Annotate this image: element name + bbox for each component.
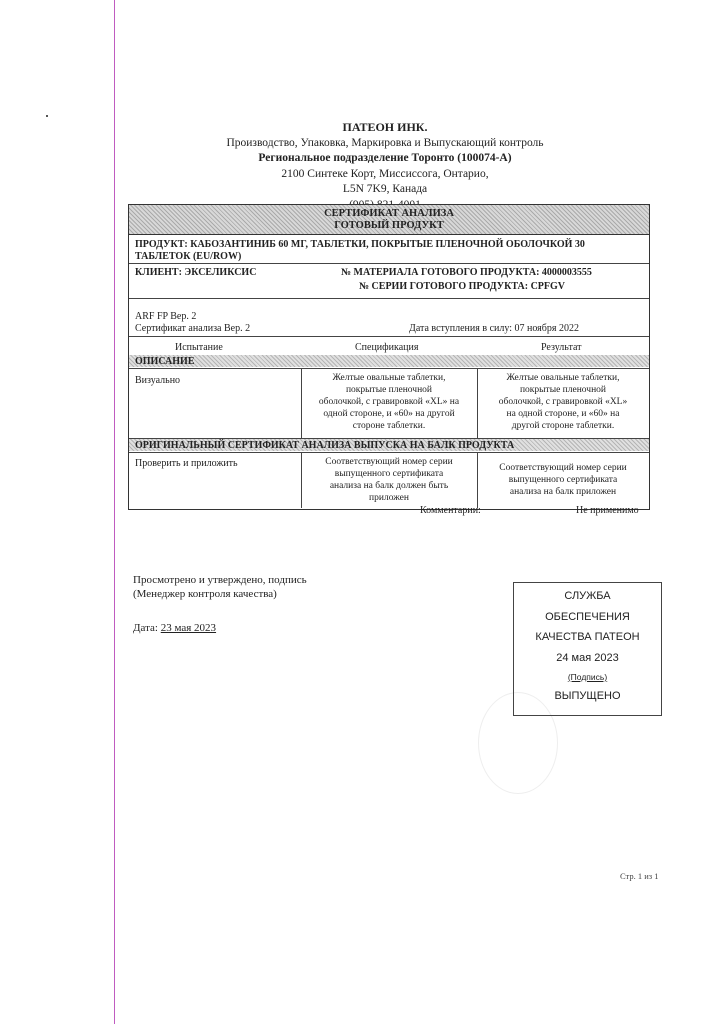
spec-line: Желтые овальные таблетки,: [332, 373, 446, 383]
column-header-spec: Спецификация: [355, 342, 419, 353]
client-label: КЛИЕНТ: ЭКСЕЛИКСИС: [135, 267, 257, 278]
letterhead: [170, 120, 600, 213]
signoff-date: [133, 622, 216, 634]
certificate-title-line-2: ГОТОВЫЙ ПРОДУКТ: [334, 220, 444, 231]
comments-value: Не применимо: [576, 505, 639, 516]
signoff-block: [133, 573, 307, 601]
section-bar: [129, 355, 649, 367]
arf-version: ARF FP Вер. 2: [135, 311, 197, 322]
row1-specification: [305, 372, 473, 432]
address-line-2: L5N 7K9, Канада: [342, 183, 428, 195]
product-line-2: ТАБЛЕТОК (EU/ROW): [135, 251, 242, 262]
spec-line: покрытые пленочной: [345, 385, 433, 395]
result-line: Желтые овальные таблетки,: [506, 373, 620, 383]
row2-test: Проверить и приложить: [135, 458, 238, 469]
margin-line: [114, 0, 115, 1024]
divider: [129, 263, 649, 264]
stamp-line-2: ОБЕСПЕЧЕНИЯ: [545, 610, 630, 623]
address-line-1: 2100 Синтеке Корт, Миссиссога, Онтарио,: [281, 167, 489, 180]
result-line: анализа на балк приложен: [509, 487, 617, 497]
row2-result: [481, 462, 645, 498]
services-line: Производство, Упаковка, Маркировка и Выпускающий контроль: [226, 136, 544, 149]
result-line: на одной стороне, и «60» на: [506, 409, 620, 419]
effective-date: Дата вступления в силу: 07 ноября 2022: [409, 323, 579, 334]
row1-result: [481, 372, 645, 432]
column-divider: [301, 452, 302, 508]
company-name: ПАТЕОН ИНК.: [342, 120, 428, 134]
stamp-date: 24 мая 2023: [556, 651, 619, 664]
date-value: 23 мая 2023: [160, 622, 217, 634]
spec-line: Соответствующий номер серии: [325, 457, 453, 467]
stamp-signature: (Подпись): [567, 672, 608, 682]
spec-line: оболочкой, с гравировкой «XL» на: [318, 397, 460, 407]
column-header-test: Испытание: [175, 342, 223, 353]
cert-version: Сертификат анализа Вер. 2: [135, 323, 251, 334]
row2-specification: [305, 456, 473, 504]
result-line: другой стороне таблетки.: [511, 421, 615, 431]
divider: [129, 452, 649, 453]
row1-test: Визуально: [135, 375, 181, 386]
column-header-result: Результат: [541, 342, 582, 353]
divider: [129, 336, 649, 337]
material-number: № МАТЕРИАЛА ГОТОВОГО ПРОДУКТА: 4000003555: [341, 267, 592, 278]
scan-speck: [46, 115, 48, 117]
result-line: выпущенного сертификата: [508, 475, 618, 485]
page-number: Стр. 1 из 1: [620, 871, 659, 881]
signoff-line-1: Просмотрено и утверждено, подпись: [133, 574, 307, 586]
spec-line: стороне таблетки.: [352, 421, 426, 431]
divider: [129, 298, 649, 299]
certificate-table: [128, 204, 650, 510]
certificate-title: [129, 205, 649, 235]
batch-number: № СЕРИИ ГОТОВОГО ПРОДУКТА: CPFGV: [359, 281, 566, 292]
result-line: покрытые пленочной: [519, 385, 607, 395]
release-stamp: [513, 582, 662, 716]
result-line: оболочкой, с гравировкой «XL»: [498, 397, 628, 407]
section-bulk-certificate: ОРИГИНАЛЬНЫЙ СЕРТИФИКАТ АНАЛИЗА ВЫПУСКА НА БАЛК ПРОДУКТА: [135, 440, 515, 451]
division-line: Региональное подразделение Торонто (100074-А): [258, 152, 512, 164]
date-label: Дата:: [133, 622, 158, 634]
section-description: ОПИСАНИЕ: [135, 356, 195, 367]
signoff-line-2: (Менеджер контроля качества): [133, 588, 277, 600]
spec-line: одной стороне, и «60» на другой: [323, 409, 455, 419]
spec-line: выпущенного сертификата: [334, 469, 444, 479]
stamp-line-1: СЛУЖБА: [564, 590, 611, 602]
comments-label: Комментарии:: [420, 505, 481, 516]
column-divider: [477, 368, 478, 438]
stamp-status: ВЫПУЩЕНО: [554, 690, 621, 702]
column-divider: [477, 452, 478, 508]
column-divider: [301, 368, 302, 438]
stamp-line-3: КАЧЕСТВА ПАТЕОН: [535, 631, 640, 643]
spec-line: анализа на балк должен быть: [329, 481, 449, 491]
divider: [129, 368, 649, 369]
result-line: Соответствующий номер серии: [499, 463, 627, 473]
product-line-1: ПРОДУКТ: КАБОЗАНТИНИБ 60 МГ, ТАБЛЕТКИ, ПОКРЫТЫЕ ПЛЕНОЧНОЙ ОБОЛОЧКОЙ 30: [135, 239, 585, 250]
spec-line: приложен: [369, 493, 409, 503]
certificate-title-line-1: СЕРТИФИКАТ АНАЛИЗА: [324, 208, 454, 219]
